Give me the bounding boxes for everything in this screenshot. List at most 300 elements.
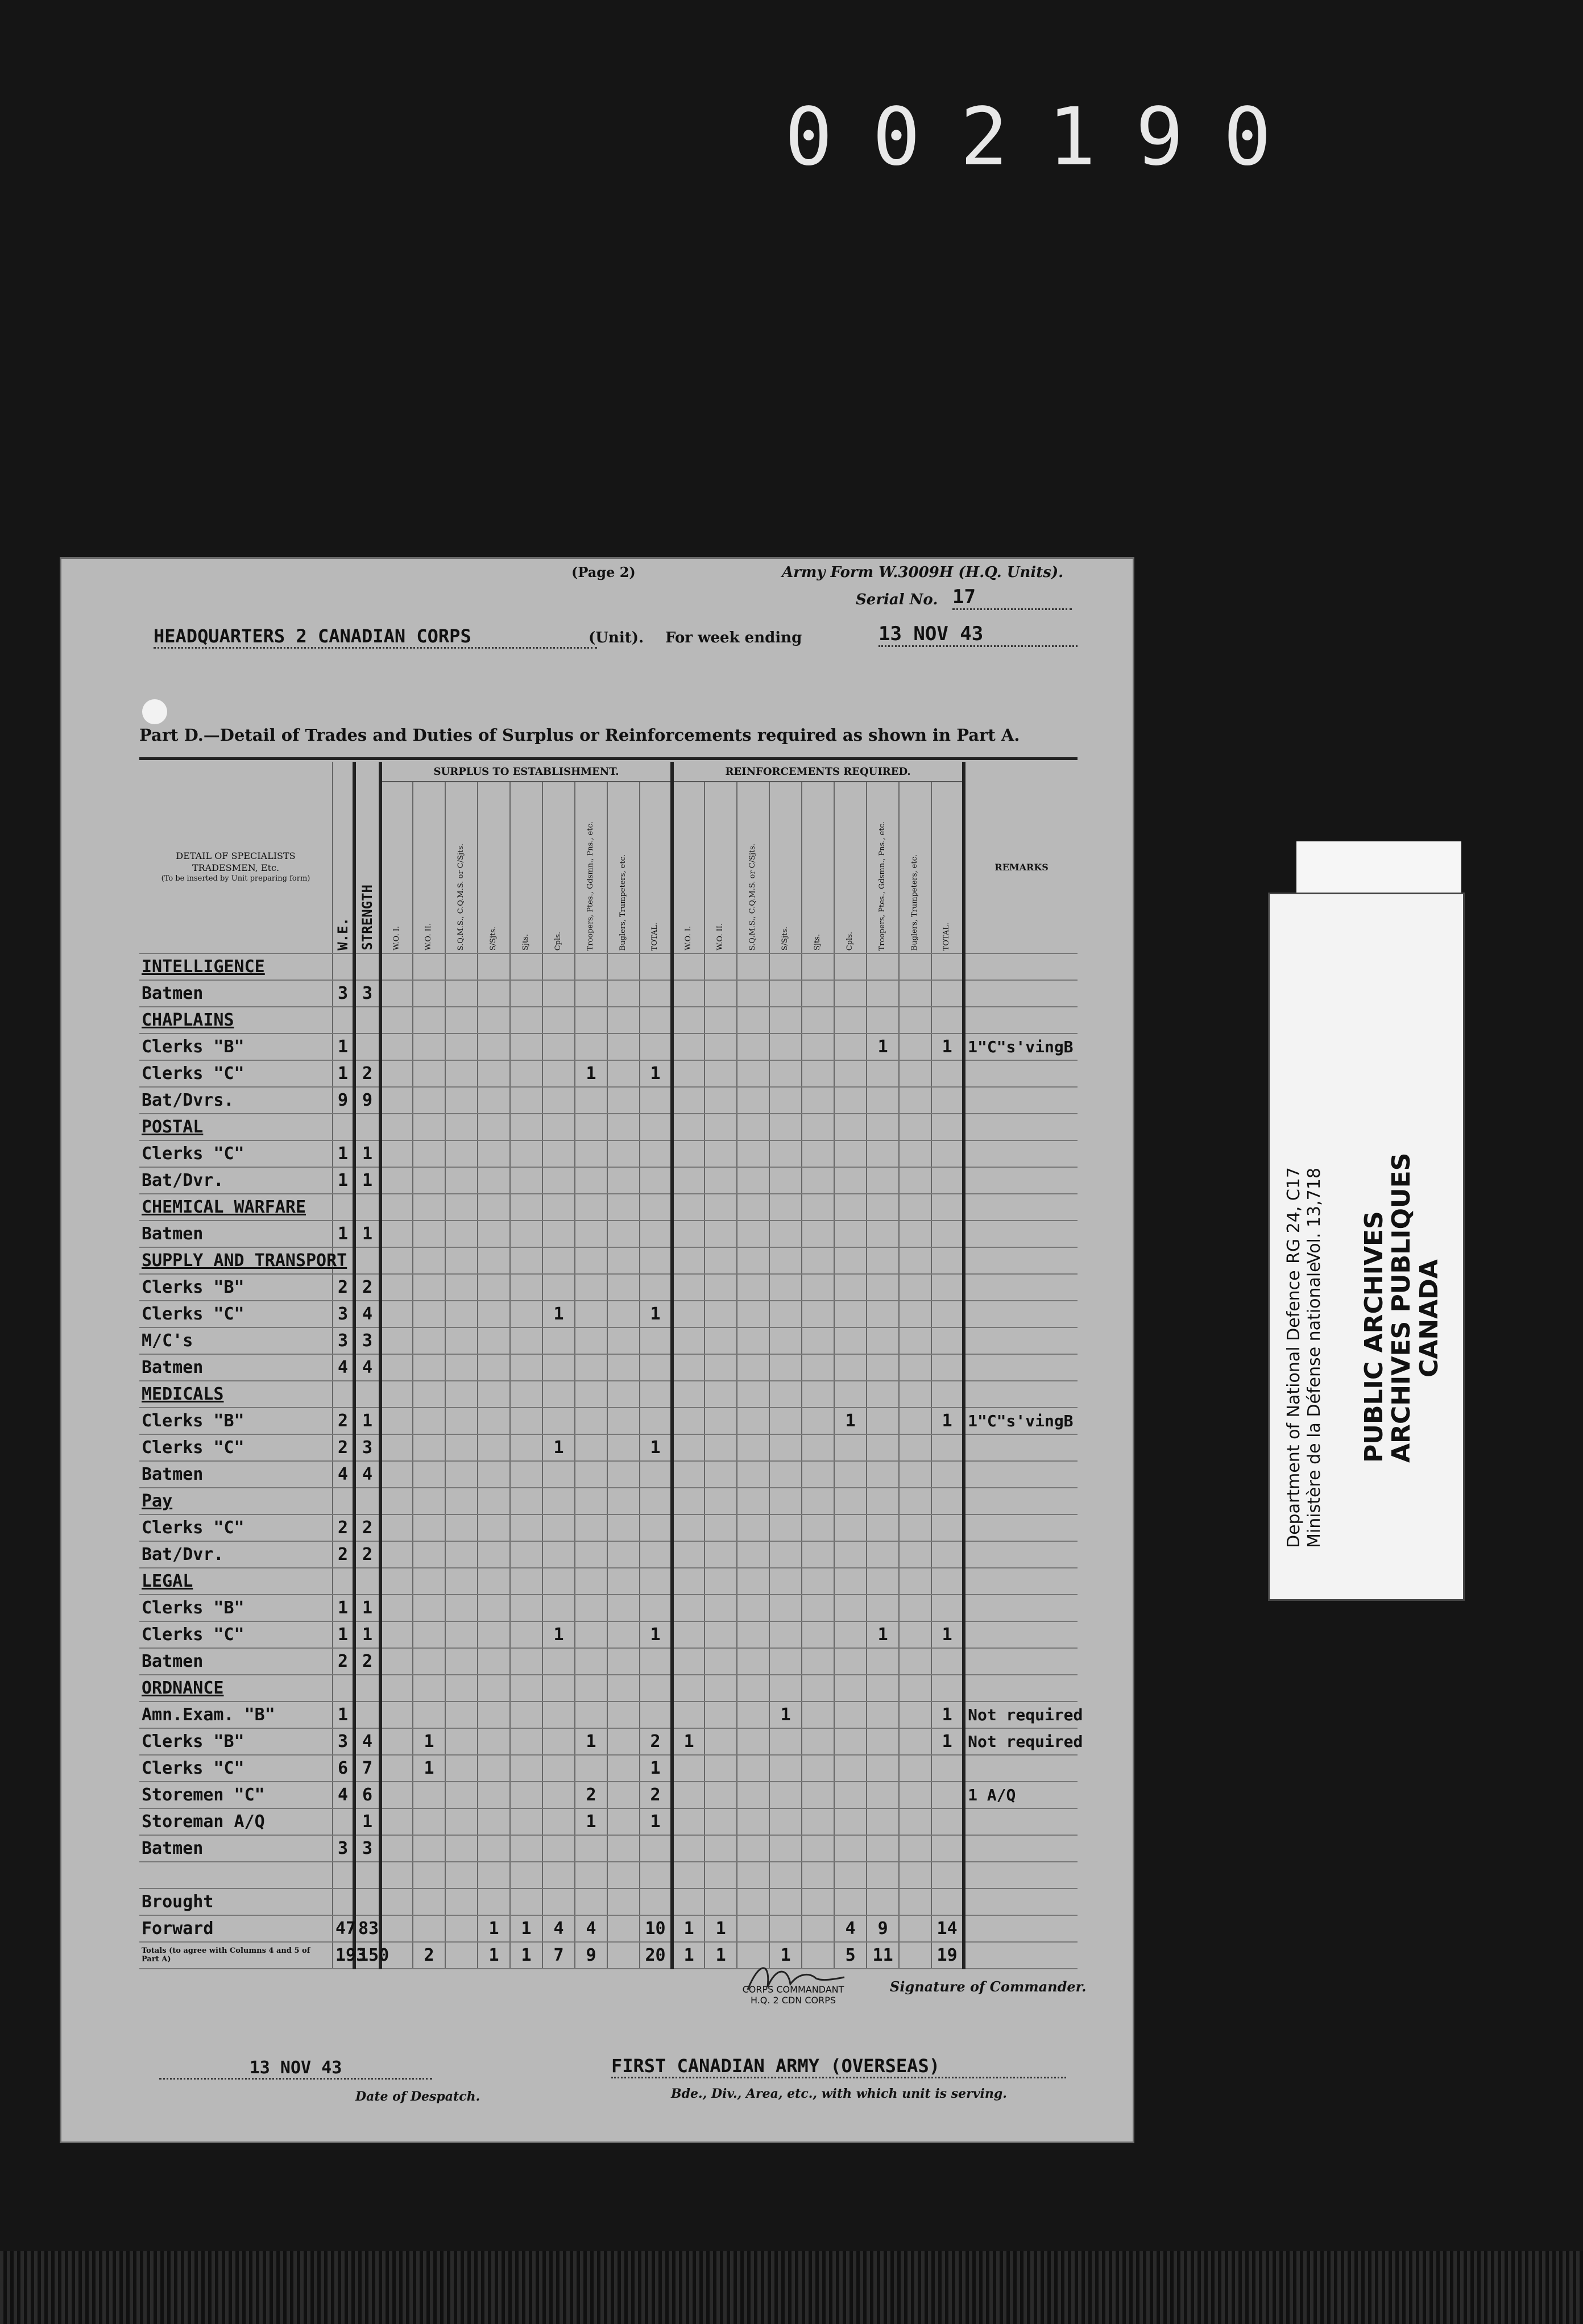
we-cell: 4 <box>333 1461 354 1488</box>
reinforcement-cell <box>737 1434 769 1461</box>
reinforcement-cell <box>931 1354 964 1381</box>
surplus-cell <box>478 1087 510 1114</box>
reinforcement-cell <box>931 1461 964 1488</box>
surplus-cell: 1 <box>575 1060 607 1087</box>
reinforcement-cell: 1 <box>931 1408 964 1434</box>
reinforcement-cell <box>867 1167 899 1194</box>
reinforcement-cell <box>899 1568 931 1595</box>
reinforcement-cell <box>899 1408 931 1434</box>
surplus-cell <box>380 1381 413 1408</box>
reinforcement-cell <box>802 1514 834 1541</box>
surplus-sub-8: Buglers, Trumpeters, etc. <box>607 782 640 953</box>
surplus-cell <box>413 1381 445 1408</box>
surplus-cell <box>413 1782 445 1808</box>
reinforcement-cell <box>705 1488 737 1514</box>
reinforcement-cell <box>672 1034 705 1060</box>
surplus-cell <box>542 1221 575 1247</box>
strength-cell <box>354 1702 380 1728</box>
part-d-title: Part D.—Detail of Trades and Duties of Surplus or Reinforcements required as shown in Part A. <box>139 725 1020 745</box>
surplus-cell <box>542 1541 575 1568</box>
table-row <box>139 1034 1078 1060</box>
reinforcement-cell <box>802 1461 834 1488</box>
we-cell <box>333 1675 354 1702</box>
reinforcement-cell <box>769 1889 802 1915</box>
we-cell: 4 <box>333 1782 354 1808</box>
reinforcement-cell <box>802 1488 834 1514</box>
surplus-cell <box>640 1327 672 1354</box>
surplus-cell <box>478 1114 510 1140</box>
surplus-cell: 2 <box>640 1728 672 1755</box>
reinforcement-cell <box>672 1488 705 1514</box>
strength-cell <box>354 1675 380 1702</box>
reinforcement-cell <box>737 1862 769 1889</box>
strength-cell <box>354 1488 380 1514</box>
we-cell <box>333 1381 354 1408</box>
surplus-cell <box>445 1408 478 1434</box>
surplus-cell: 4 <box>575 1915 607 1942</box>
surplus-cell <box>640 980 672 1007</box>
surplus-sub-9: TOTAL. <box>640 782 672 953</box>
surplus-cell <box>380 1702 413 1728</box>
surplus-cell: 1 <box>640 1755 672 1782</box>
reinforcement-cell <box>737 1915 769 1942</box>
surplus-cell <box>510 1728 542 1755</box>
strength-cell: 1 <box>354 1595 380 1621</box>
strength-cell <box>354 1862 380 1889</box>
surplus-cell <box>510 1274 542 1301</box>
surplus-cell <box>510 1568 542 1595</box>
we-cell: 1 <box>333 1595 354 1621</box>
strength-cell: 2 <box>354 1648 380 1675</box>
surplus-cell <box>510 1675 542 1702</box>
reinforcement-cell <box>769 1755 802 1782</box>
strength-cell: 3 <box>354 1327 380 1354</box>
surplus-sub-4: S/Sjts. <box>478 782 510 953</box>
surplus-cell <box>510 1247 542 1274</box>
reinforcement-cell <box>802 1648 834 1675</box>
reinforcement-cell: 1 <box>769 1702 802 1728</box>
surplus-cell: 9 <box>575 1942 607 1969</box>
remarks-cell <box>964 1942 1078 1969</box>
commander-signature-label: Signature of Commander. <box>890 1978 1087 1995</box>
reinforcement-cell <box>705 1808 737 1835</box>
reinforcement-cell <box>737 1488 769 1514</box>
surplus-cell <box>542 1114 575 1140</box>
remarks-cell: 1"C"s'vingB <box>964 1408 1078 1434</box>
surplus-cell <box>413 1862 445 1889</box>
surplus-cell <box>640 1381 672 1408</box>
surplus-cell <box>413 1221 445 1247</box>
section-row <box>139 1568 1078 1595</box>
surplus-cell <box>607 1889 640 1915</box>
reinforcement-cell <box>737 1167 769 1194</box>
surplus-cell: 1 <box>575 1808 607 1835</box>
reinforcement-cell <box>834 1354 867 1381</box>
surplus-cell <box>542 1327 575 1354</box>
remarks-header: REMARKS <box>964 782 1078 953</box>
reinforcement-cell <box>769 1354 802 1381</box>
surplus-cell <box>575 1755 607 1782</box>
remarks-cell <box>964 1514 1078 1541</box>
surplus-cell <box>413 1327 445 1354</box>
surplus-cell <box>478 1621 510 1648</box>
surplus-cell <box>413 1835 445 1862</box>
surplus-cell <box>445 1514 478 1541</box>
reinforcement-cell <box>834 1434 867 1461</box>
reinforcement-cell <box>672 1140 705 1167</box>
surplus-cell <box>445 1461 478 1488</box>
strength-cell <box>354 1114 380 1140</box>
section-label: POSTAL <box>139 1114 333 1140</box>
surplus-cell <box>640 1140 672 1167</box>
surplus-cell <box>607 980 640 1007</box>
surplus-cell <box>445 1434 478 1461</box>
reinforcement-cell <box>737 1194 769 1221</box>
reinforcement-cell <box>737 1114 769 1140</box>
strength-cell <box>354 1381 380 1408</box>
reinforcement-cell <box>672 1167 705 1194</box>
trade-label: Batmen <box>139 980 333 1007</box>
reinforcement-cell <box>834 1194 867 1221</box>
trade-label: Clerks "C" <box>139 1060 333 1087</box>
remarks-cell <box>964 1087 1078 1114</box>
surplus-cell <box>445 1194 478 1221</box>
trade-label: M/C's <box>139 1327 333 1354</box>
trade-label: Clerks "C" <box>139 1514 333 1541</box>
reinforcement-cell <box>834 1274 867 1301</box>
trade-label: Bat/Dvrs. <box>139 1087 333 1114</box>
reinforcement-cell <box>899 1648 931 1675</box>
surplus-cell <box>445 1087 478 1114</box>
trades-table <box>139 762 1083 1969</box>
reinforcement-cell: 1 <box>931 1728 964 1755</box>
reinforcement-cell <box>867 1434 899 1461</box>
surplus-cell: 1 <box>640 1621 672 1648</box>
surplus-cell <box>640 1835 672 1862</box>
reinforcement-cell <box>899 1621 931 1648</box>
surplus-cell <box>478 1354 510 1381</box>
surplus-cell <box>445 1862 478 1889</box>
surplus-cell <box>380 1728 413 1755</box>
surplus-cell <box>413 1514 445 1541</box>
reinforcement-cell <box>737 1274 769 1301</box>
surplus-cell: 2 <box>575 1782 607 1808</box>
surplus-cell <box>478 1568 510 1595</box>
surplus-sub-3: S.Q.M.S., C.Q.M.S. or C/Sjts. <box>445 782 478 953</box>
trade-label: Bat/Dvr. <box>139 1167 333 1194</box>
surplus-cell <box>478 1007 510 1034</box>
strength-cell: 83 <box>354 1915 380 1942</box>
reinforcement-cell <box>834 1568 867 1595</box>
surplus-cell <box>640 1488 672 1514</box>
reinforcement-cell <box>769 1728 802 1755</box>
army-label: Bde., Div., Area, etc., with which unit is serving. <box>671 2086 1007 2101</box>
group-header-row <box>139 762 1078 782</box>
reinforcement-cell <box>705 1434 737 1461</box>
remarks-cell <box>964 1889 1078 1915</box>
surplus-cell <box>413 1434 445 1461</box>
surplus-cell <box>445 1301 478 1327</box>
reinforcement-cell <box>737 1728 769 1755</box>
surplus-cell <box>575 1835 607 1862</box>
surplus-cell <box>445 1541 478 1568</box>
section-label: SUPPLY AND TRANSPORT <box>139 1247 333 1274</box>
reinforcement-cell: 1 <box>931 1702 964 1728</box>
reinforcement-cell <box>899 1434 931 1461</box>
surplus-cell <box>445 1221 478 1247</box>
reinforcement-cell <box>899 1702 931 1728</box>
reinforcement-cell <box>737 1595 769 1621</box>
surplus-cell <box>575 1889 607 1915</box>
reinforcement-cell <box>769 1327 802 1354</box>
reinforcement-cell <box>867 1194 899 1221</box>
reinforcement-cell <box>737 1087 769 1114</box>
surplus-cell <box>607 1381 640 1408</box>
reinforcement-cell <box>769 1114 802 1140</box>
surplus-cell <box>575 1568 607 1595</box>
reinforcement-cell <box>737 953 769 980</box>
reinforcement-cell <box>769 1221 802 1247</box>
reinforcement-cell: 1 <box>931 1034 964 1060</box>
surplus-cell <box>510 1541 542 1568</box>
surplus-cell <box>640 1541 672 1568</box>
surplus-cell <box>380 1541 413 1568</box>
surplus-cell: 1 <box>478 1915 510 1942</box>
reinforcement-cell <box>867 1675 899 1702</box>
table-row <box>139 980 1078 1007</box>
surplus-cell <box>640 1702 672 1728</box>
reinforcement-cell <box>931 1434 964 1461</box>
section-row <box>139 1194 1078 1221</box>
reinforcement-cell <box>931 1114 964 1140</box>
surplus-cell <box>445 980 478 1007</box>
reinforcement-cell <box>737 1702 769 1728</box>
reinf-sub-8: Buglers, Trumpeters, etc. <box>899 782 931 953</box>
surplus-cell <box>575 953 607 980</box>
surplus-cell <box>510 953 542 980</box>
surplus-cell <box>607 1354 640 1381</box>
remarks-cell <box>964 1247 1078 1274</box>
remarks-cell <box>964 1621 1078 1648</box>
surplus-cell <box>413 1568 445 1595</box>
reinforcement-cell <box>737 1568 769 1595</box>
surplus-cell <box>510 1488 542 1514</box>
surplus-sub-1: W.O. I. <box>380 782 413 953</box>
table-row <box>139 1889 1078 1915</box>
surplus-sub-2: W.O. II. <box>413 782 445 953</box>
reinforcement-cell <box>672 1408 705 1434</box>
table-row <box>139 1274 1078 1301</box>
trade-label: Bat/Dvr. <box>139 1541 333 1568</box>
surplus-cell <box>607 1140 640 1167</box>
section-label: CHAPLAINS <box>139 1007 333 1034</box>
surplus-cell <box>380 1835 413 1862</box>
surplus-cell <box>478 1381 510 1408</box>
reinforcement-cell <box>834 1728 867 1755</box>
reinforcement-cell <box>705 1728 737 1755</box>
reinforcement-cell <box>769 1915 802 1942</box>
surplus-cell <box>510 1862 542 1889</box>
surplus-cell <box>510 1702 542 1728</box>
reinforcement-cell: 5 <box>834 1942 867 1969</box>
remarks-cell <box>964 1595 1078 1621</box>
remarks-cell <box>964 1327 1078 1354</box>
we-cell: 6 <box>333 1755 354 1782</box>
remarks-cell: Not required <box>964 1728 1078 1755</box>
reinforcement-cell <box>705 1301 737 1327</box>
surplus-cell <box>575 1194 607 1221</box>
detail-title: DETAIL OF SPECIALISTS TRADESMEN, Etc. <box>176 850 296 874</box>
surplus-cell <box>445 1488 478 1514</box>
surplus-cell <box>380 1221 413 1247</box>
reinforcement-cell <box>705 1381 737 1408</box>
strength-cell: 1 <box>354 1808 380 1835</box>
surplus-cell <box>380 1648 413 1675</box>
reinforcement-cell <box>705 1702 737 1728</box>
reinforcement-cell <box>802 1087 834 1114</box>
remarks-cell <box>964 1648 1078 1675</box>
surplus-cell <box>445 1034 478 1060</box>
we-cell: 47 <box>333 1915 354 1942</box>
strength-cell <box>354 953 380 980</box>
trade-label: Batmen <box>139 1835 333 1862</box>
surplus-cell: 20 <box>640 1942 672 1969</box>
table-row <box>139 1595 1078 1621</box>
section-label: INTELLIGENCE <box>139 953 333 980</box>
surplus-cell <box>607 1301 640 1327</box>
reinforcement-cell <box>802 1301 834 1327</box>
reinforcement-cell <box>769 1381 802 1408</box>
reinforcement-cell <box>867 1889 899 1915</box>
remarks-cell <box>964 1835 1078 1862</box>
reinforcement-cell <box>705 1595 737 1621</box>
serial-value: 17 <box>952 586 1072 610</box>
surplus-cell <box>445 1114 478 1140</box>
surplus-cell <box>478 1140 510 1167</box>
reinforcement-cell <box>705 1621 737 1648</box>
surplus-cell <box>575 1408 607 1434</box>
surplus-cell <box>445 1595 478 1621</box>
surplus-cell <box>542 1381 575 1408</box>
surplus-cell <box>607 1541 640 1568</box>
reinforcement-cell <box>867 1354 899 1381</box>
surplus-cell <box>640 1568 672 1595</box>
strength-cell: 3 <box>354 1434 380 1461</box>
reinforcement-cell <box>802 1915 834 1942</box>
week-ending-value: 13 NOV 43 <box>878 622 1078 647</box>
top-rule <box>139 757 1078 760</box>
remarks-cell <box>964 1221 1078 1247</box>
reinforcement-cell <box>867 1702 899 1728</box>
reinforcement-cell <box>899 1808 931 1835</box>
we-cell: 1 <box>333 1702 354 1728</box>
surplus-cell <box>575 1221 607 1247</box>
surplus-cell <box>510 1621 542 1648</box>
strength-cell: 1 <box>354 1167 380 1194</box>
surplus-cell <box>607 1648 640 1675</box>
reinforcement-cell <box>802 1221 834 1247</box>
surplus-cell <box>478 1221 510 1247</box>
reinforcement-cell <box>672 1087 705 1114</box>
surplus-cell <box>510 1595 542 1621</box>
surplus-cell <box>542 1034 575 1060</box>
strength-cell: 4 <box>354 1461 380 1488</box>
surplus-cell <box>478 1702 510 1728</box>
surplus-cell <box>640 1167 672 1194</box>
reinforcement-cell <box>802 1060 834 1087</box>
trade-label: Amn.Exam. "B" <box>139 1702 333 1728</box>
reinforcement-cell: 1 <box>931 1621 964 1648</box>
reinforcement-cell <box>705 1274 737 1301</box>
surplus-cell <box>413 1702 445 1728</box>
reinforcement-cell <box>769 1007 802 1034</box>
surplus-cell <box>380 1461 413 1488</box>
surplus-cell <box>478 1755 510 1782</box>
reinforcement-cell <box>672 1648 705 1675</box>
surplus-cell <box>542 1568 575 1595</box>
reinforcement-cell <box>705 1889 737 1915</box>
surplus-cell <box>510 1461 542 1488</box>
reinforcement-cell <box>867 1408 899 1434</box>
surplus-cell <box>510 1782 542 1808</box>
reinforcement-cell <box>802 1755 834 1782</box>
reinforcement-cell <box>899 1942 931 1969</box>
section-row <box>139 1247 1078 1274</box>
remarks-cell <box>964 1274 1078 1301</box>
surplus-cell <box>542 1408 575 1434</box>
reinforcement-cell <box>802 1675 834 1702</box>
surplus-cell <box>510 1835 542 1862</box>
reinforcement-cell <box>802 1808 834 1835</box>
army-form-page <box>60 557 1134 2143</box>
we-cell <box>333 1889 354 1915</box>
reinforcement-cell <box>705 1541 737 1568</box>
remarks-cell <box>964 1488 1078 1514</box>
table-row <box>139 1755 1078 1782</box>
surplus-cell <box>575 1327 607 1354</box>
surplus-cell <box>510 1327 542 1354</box>
remarks-cell: Not required <box>964 1702 1078 1728</box>
reinforcement-cell <box>769 1488 802 1514</box>
surplus-cell <box>445 1247 478 1274</box>
reinforcement-cell <box>899 1221 931 1247</box>
surplus-cell <box>445 1782 478 1808</box>
surplus-cell: 1 <box>575 1728 607 1755</box>
reinforcement-cell <box>672 1354 705 1381</box>
reinforcement-cell <box>867 1221 899 1247</box>
reinforcement-cell <box>737 1301 769 1327</box>
reinforcement-cell <box>737 1514 769 1541</box>
reinforcement-cell <box>899 1755 931 1782</box>
we-cell: 3 <box>333 980 354 1007</box>
reinforcement-cell <box>931 1862 964 1889</box>
surplus-cell <box>445 1327 478 1354</box>
surplus-cell <box>413 1648 445 1675</box>
surplus-cell <box>380 1327 413 1354</box>
reinf-sub-6: Cpls. <box>834 782 867 953</box>
surplus-group-header: SURPLUS TO ESTABLISHMENT. <box>380 762 672 782</box>
reinforcement-cell <box>705 1247 737 1274</box>
surplus-cell <box>575 1167 607 1194</box>
reinforcement-cell <box>802 1408 834 1434</box>
reinforcement-cell <box>802 1114 834 1140</box>
surplus-cell <box>413 1675 445 1702</box>
we-cell: 1 <box>333 1167 354 1194</box>
surplus-cell <box>607 953 640 980</box>
surplus-cell <box>445 1728 478 1755</box>
surplus-cell <box>575 1301 607 1327</box>
surplus-cell: 1 <box>542 1301 575 1327</box>
